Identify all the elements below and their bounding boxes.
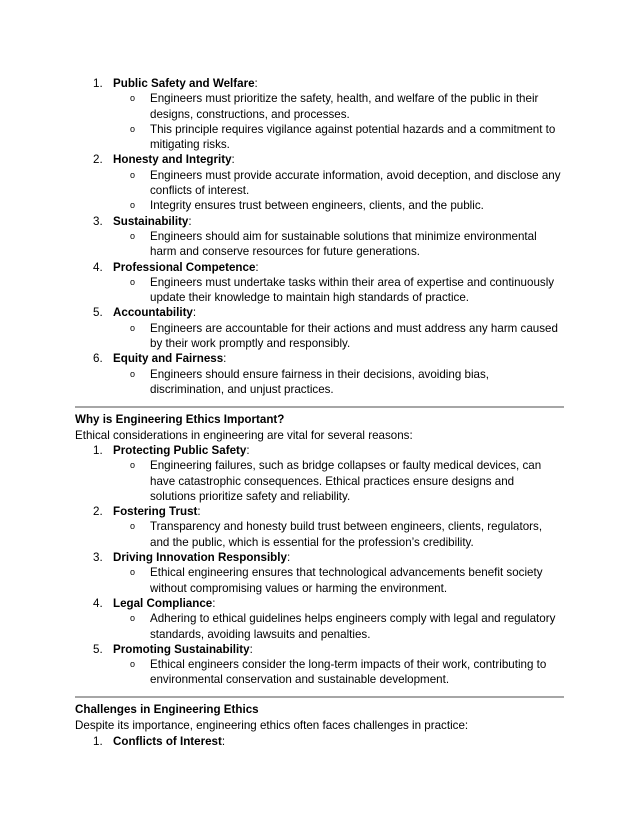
item-number: 1. [93, 444, 103, 457]
list-item: 3. Sustainability: [93, 214, 192, 228]
item-title: Fostering Trust [113, 505, 198, 519]
sub-bullet: o This principle requires vigilance against potential hazards and a commitment to mitigating risks. [130, 122, 556, 152]
item-title: Legal Compliance [113, 596, 213, 610]
item-title: Sustainability [113, 214, 189, 228]
list-item: 1. Conflicts of Interest: [93, 735, 226, 748]
sub-bullet: o Engineers should aim for sustainable solutions that minimize environmental harm and conserve resources for future generations. [130, 229, 537, 259]
list-item: 1. Protecting Public Safety: [93, 444, 250, 457]
sub-bullet: o Ethical engineers consider the long-term impacts of their work, contributing to environmental conservation and sustainable development. [130, 658, 547, 687]
item-number: 3. [93, 214, 103, 228]
bullet-marker: o [130, 368, 136, 379]
item-title: Professional Competence [113, 260, 256, 274]
sub-bullet: o Engineers are accountable for their actions and must address any harm caused by their work promptly and responsibly. [130, 321, 558, 351]
section-divider [75, 406, 564, 408]
bullet-marker: o [130, 276, 136, 287]
list-item: 5. Promoting Sustainability: [93, 642, 253, 656]
list-item: 4. Legal Compliance: [93, 596, 216, 610]
item-number: 4. [93, 596, 103, 610]
item-title: Public Safety and Welfare [113, 77, 255, 90]
item-number: 4. [93, 260, 103, 274]
item-number: 5. [93, 306, 103, 320]
principles-list [0, 76, 638, 397]
sub-bullet: o Adhering to ethical guidelines helps engineers comply with legal and regulatory standards, avoiding lawsuits and penalties. [130, 612, 556, 641]
bullet-marker: o [130, 460, 136, 471]
section-title: Why is Engineering Ethics Important? [75, 413, 285, 426]
list-item: 2. Fostering Trust: [93, 505, 201, 519]
sub-bullet: o Ethical engineering ensures that technological advancements benefit society without compromising values or harming the environment. [130, 566, 543, 595]
bullet-marker: o [130, 230, 136, 241]
item-number: 3. [93, 551, 103, 565]
item-number: 1. [93, 735, 103, 748]
section-title: Challenges in Engineering Ethics [75, 703, 259, 716]
importance-list [0, 443, 638, 688]
bullet-marker: o [130, 169, 136, 180]
bullet-marker: o [130, 659, 136, 670]
bullet-marker: o [130, 613, 136, 624]
bullet-marker: o [130, 93, 136, 104]
item-number: 2. [93, 153, 103, 167]
item-title: Accountability [113, 306, 193, 320]
sub-bullet: o Engineers must undertake tasks within their area of expertise and continuously update their knowledge to maintain high standards of practice. [130, 275, 555, 305]
sub-bullet: o Engineers must prioritize the safety, health, and welfare of the public in their designs, constructions, and processes. [130, 92, 539, 121]
item-number: 1. [93, 77, 103, 90]
item-number: 2. [93, 505, 103, 519]
item-number: 5. [93, 642, 103, 656]
item-number: 6. [93, 352, 103, 366]
list-item: 5. Accountability: [93, 306, 197, 320]
list-item: 4. Professional Competence: [93, 260, 259, 274]
list-item: 1. Public Safety and Welfare: [93, 77, 258, 90]
bullet-marker: o [130, 200, 136, 211]
sub-bullet: o Engineers must provide accurate information, avoid deception, and disclose any conflicts of interest. [130, 168, 561, 198]
sub-bullet: o Engineers should ensure fairness in their decisions, avoiding bias, discrimination, and unjust practices. [130, 367, 489, 396]
item-title: Protecting Public Safety [113, 444, 247, 457]
section-divider [75, 696, 564, 698]
bullet-marker: o [130, 521, 136, 532]
section-intro: Ethical considerations in engineering are vital for several reasons: [75, 429, 413, 442]
bullet-marker: o [130, 123, 136, 134]
item-title: Driving Innovation Responsibly [113, 551, 287, 565]
list-item: 6. Equity and Fairness: [93, 352, 227, 366]
bullet-marker: o [130, 322, 136, 333]
item-title: Promoting Sustainability [113, 642, 250, 656]
item-title: Honesty and Integrity [113, 153, 232, 167]
sub-bullet: o Engineering failures, such as bridge collapses or faulty medical devices, can have catastrophic consequences. Ethical practices ensure designs and solutions prioritize safety and reliability. [130, 459, 542, 503]
item-title: Conflicts of Interest [113, 735, 222, 748]
sub-bullet: o Transparency and honesty build trust between engineers, clients, regulators, and the public, which is essential for the profession’s credibility. [130, 520, 543, 549]
list-item: 3. Driving Innovation Responsibly: [93, 551, 291, 565]
list-item: 2. Honesty and Integrity: [93, 153, 235, 167]
section-intro: Despite its importance, engineering ethics often faces challenges in practice: [75, 719, 469, 732]
challenges-list [0, 734, 638, 749]
bullet-marker: o [130, 567, 136, 578]
sub-bullet: o Integrity ensures trust between engineers, clients, and the public. [130, 199, 484, 213]
item-title: Equity and Fairness [113, 352, 224, 366]
